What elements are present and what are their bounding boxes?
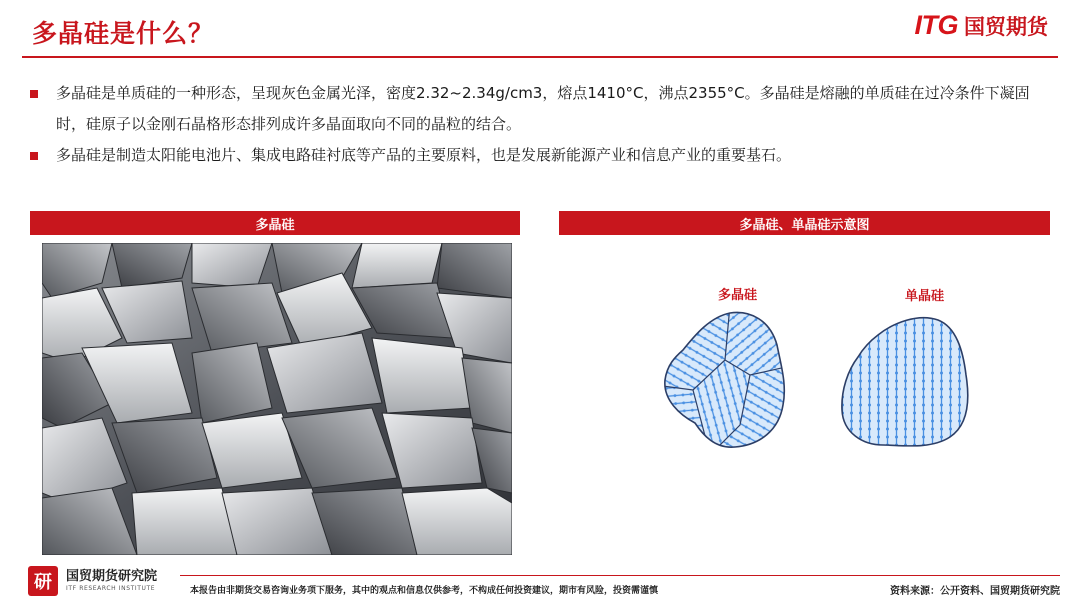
footer-logo	[28, 566, 157, 596]
bullet-item	[30, 78, 1040, 140]
footer-divider	[180, 575, 1060, 576]
page-title: 多晶硅是什么？	[32, 19, 215, 48]
polysilicon-diagram	[655, 305, 795, 455]
title-divider	[22, 56, 1058, 58]
panel-title-diagram: 多晶硅、单晶硅示意图	[559, 211, 1050, 235]
brand-logo	[915, 10, 1049, 41]
footer-org-cn: 国贸期货研究院	[66, 569, 158, 584]
bullet-list	[30, 78, 1040, 171]
panel-title-polysilicon: 多晶硅	[30, 211, 520, 235]
brand-logo-cn: 国贸期货	[964, 14, 1048, 39]
footer-source: 资料来源：公开资料、国贸期货研究院	[890, 586, 1060, 597]
monosilicon-diagram	[838, 305, 973, 453]
footer-org-en: ITF RESEARCH INSTITUTE	[66, 585, 156, 592]
bullet-text: 多晶硅是单质硅的一种形态，呈现灰色金属光泽，密度2.32~2.34g/cm3，熔点1410°C，沸点2355°C。多晶硅是熔融的单质硅在过冷条件下凝固时，硅原子以金刚石晶格形态排列成许多晶面取向不同的晶粒的结合。	[56, 84, 1030, 133]
footer-org	[66, 569, 157, 593]
footer-disclaimer: 本报告由非期货交易咨询业务项下服务，其中的观点和信息仅供参考，不构成任何投资建议，期市有风险，投资需谨慎	[190, 586, 659, 596]
polysilicon-label: 多晶硅	[718, 288, 758, 303]
bullet-square-icon	[30, 90, 38, 98]
research-seal-icon: 研	[28, 566, 58, 596]
monosilicon-label: 单晶硅	[905, 289, 945, 304]
bullet-square-icon	[30, 152, 38, 160]
polysilicon-photo	[42, 243, 512, 555]
bullet-text: 多晶硅是制造太阳能电池片、集成电路硅衬底等产品的主要原料，也是发展新能源产业和信息产业的重要基石。	[56, 146, 792, 164]
brand-logo-latin: ITG	[914, 10, 958, 40]
bullet-item	[30, 140, 1040, 171]
